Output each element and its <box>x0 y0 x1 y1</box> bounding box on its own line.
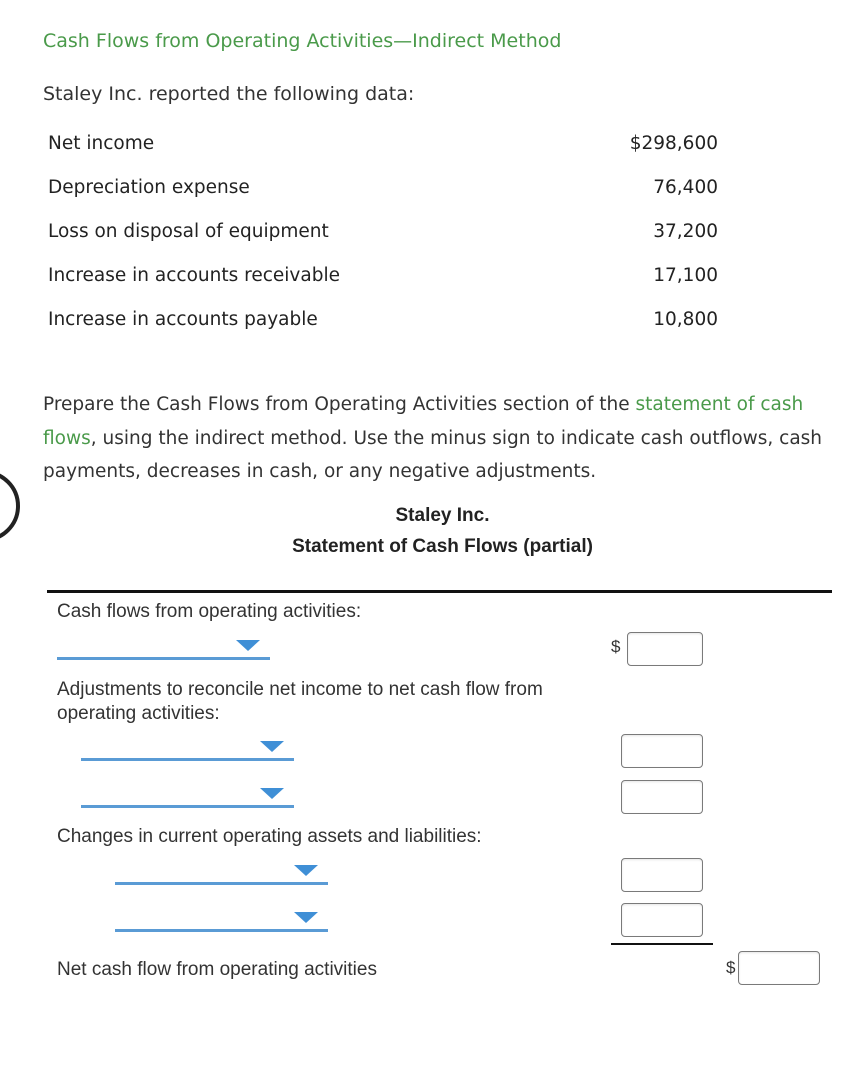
instructions-text-2: , using the indirect method. Use the minus sign to indicate cash outflows, cash payments, decreases in cash, or any negative adjustments. <box>43 427 823 482</box>
instructions <box>43 388 833 489</box>
net-income-dropdown[interactable] <box>57 630 270 660</box>
data-label: Net income <box>48 133 155 154</box>
data-row-ar-increase <box>48 265 718 309</box>
adjustments-label: Adjustments to reconcile net income to net cash flow from operating activities: <box>57 679 543 724</box>
chevron-down-icon <box>260 788 284 799</box>
adjustment-2-dropdown[interactable] <box>81 778 294 808</box>
net-cash-flow-label: Net cash flow from operating activities <box>57 959 377 980</box>
data-label: Loss on disposal of equipment <box>48 221 329 242</box>
company-name: Staley Inc. <box>395 505 490 526</box>
data-value: 76,400 <box>653 177 718 198</box>
statement-of-cash-flows-link[interactable]: statement of cash flows <box>43 394 804 449</box>
data-row-net-income <box>48 133 718 177</box>
chevron-down-icon <box>294 865 318 876</box>
change-1-amount-input[interactable] <box>621 858 703 892</box>
intro-text: Staley Inc. reported the following data: <box>43 83 415 105</box>
currency-symbol: $ <box>726 958 736 977</box>
adjustment-2-amount-input[interactable] <box>621 780 703 814</box>
data-label: Increase in accounts payable <box>48 309 318 330</box>
data-row-ap-increase <box>48 309 718 353</box>
operating-activities-label: Cash flows from operating activities: <box>57 601 362 622</box>
change-2-dropdown[interactable] <box>115 902 328 932</box>
data-row-depreciation <box>48 177 718 221</box>
data-value: 17,100 <box>653 265 718 286</box>
data-value: 37,200 <box>653 221 718 242</box>
chevron-down-icon <box>260 741 284 752</box>
subtotal-rule <box>611 943 713 945</box>
change-2-amount-input[interactable] <box>621 903 703 937</box>
chevron-down-icon <box>294 912 318 923</box>
data-value: $298,600 <box>629 133 718 154</box>
adjustment-1-dropdown[interactable] <box>81 731 294 761</box>
given-data-table <box>48 133 718 353</box>
page-title: Cash Flows from Operating Activities—Indirect Method <box>43 30 562 52</box>
changes-label: Changes in current operating assets and liabilities: <box>57 826 482 847</box>
data-label: Increase in accounts receivable <box>48 265 340 286</box>
header-rule <box>47 590 832 593</box>
change-1-dropdown[interactable] <box>115 855 328 885</box>
chevron-down-icon <box>236 640 260 651</box>
data-label: Depreciation expense <box>48 177 250 198</box>
statement-title: Statement of Cash Flows (partial) <box>292 536 593 557</box>
net-income-amount-input[interactable] <box>627 632 703 666</box>
data-value: 10,800 <box>653 309 718 330</box>
instructions-text-1: Prepare the Cash Flows from Operating Activities section of the <box>43 394 636 415</box>
currency-symbol: $ <box>611 637 621 656</box>
net-cash-flow-amount-input[interactable] <box>738 951 820 985</box>
data-row-loss-disposal <box>48 221 718 265</box>
adjustment-1-amount-input[interactable] <box>621 734 703 768</box>
